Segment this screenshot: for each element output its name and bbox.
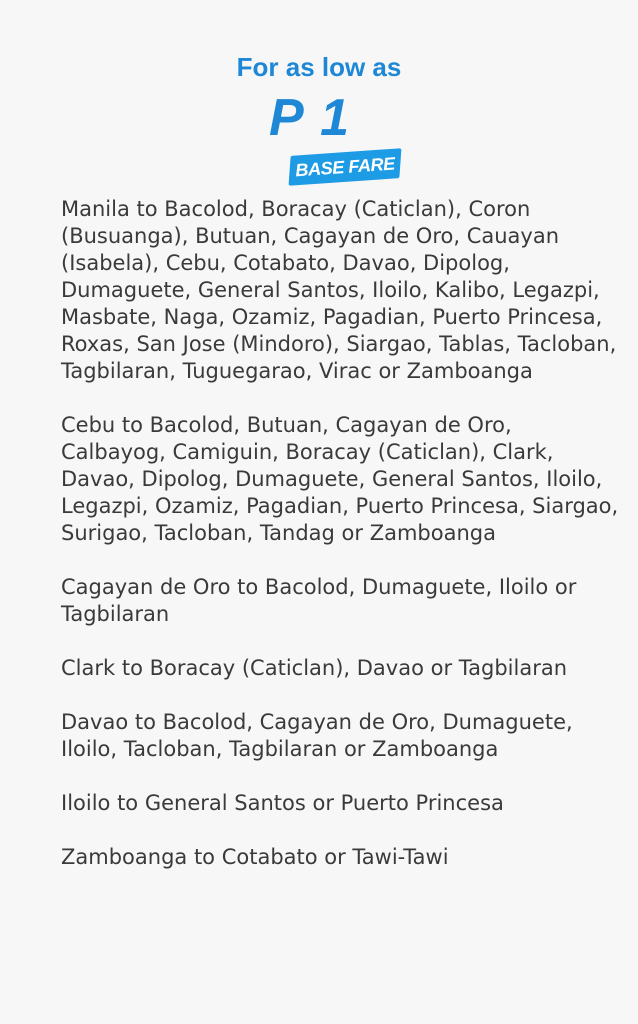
base-fare-badge	[289, 148, 402, 186]
promo-header	[0, 0, 638, 200]
route-manila: Manila to Bacolod, Boracay (Caticlan), Coron (Busuanga), Butuan, Cagayan de Oro, Cauayan (Isabela), Cebu, Cotabato, Davao, Dipolog, Dumaguete, General Santos, Iloilo, Kalibo, Legazpi, Masbate, Naga, Ozamiz, Pagadian, Puerto Princesa, Roxas, San Jose (Mindoro), Siargao, Tablas, Tacloban, Tagbilaran, Tuguegarao, Virac or Zamboanga	[61, 197, 617, 383]
promo-heading: For as low as	[236, 52, 402, 82]
route-davao: Davao to Bacolod, Cagayan de Oro, Dumaguete, Iloilo, Tacloban, Tagbilaran or Zamboanga	[61, 710, 573, 761]
route-cagayan-de-oro: Cagayan de Oro to Bacolod, Dumaguete, Iloilo or Tagbilaran	[61, 575, 577, 626]
route-zamboanga: Zamboanga to Cotabato or Tawi-Tawi	[61, 845, 449, 869]
route-cebu: Cebu to Bacolod, Butuan, Cagayan de Oro, Calbayog, Camiguin, Boracay (Caticlan), Clark, Davao, Dipolog, Dumaguete, General Santos, Iloilo, Legazpi, Ozamiz, Pagadian, Puerto Princesa, Siargao, Surigao, Tacloban, Tandag or Zamboanga	[61, 413, 619, 545]
route-list	[61, 196, 621, 898]
route-iloilo: Iloilo to General Santos or Puerto Princesa	[61, 791, 504, 815]
route-clark: Clark to Boracay (Caticlan), Davao or Tagbilaran	[61, 656, 568, 680]
price-amount: P 1	[268, 89, 352, 147]
base-fare-label: BASE FARE	[294, 153, 396, 181]
